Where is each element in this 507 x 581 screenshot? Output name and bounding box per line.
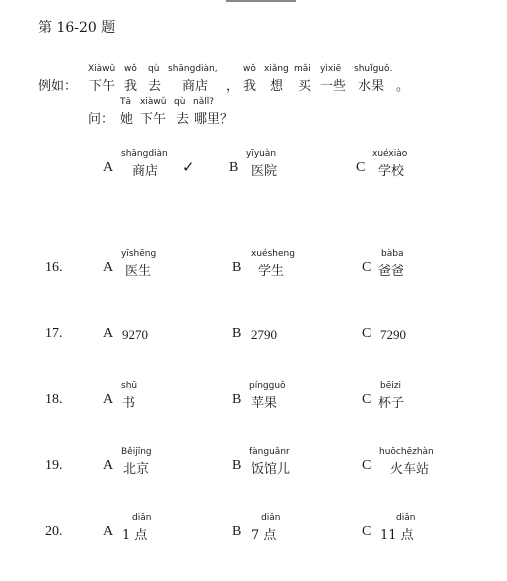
example-hanzi-4: ， [226, 79, 240, 94]
q16-option-a-pinyin: yīshēng [121, 249, 157, 259]
q16-option-b-letter: B [232, 260, 242, 275]
question-hanzi-0: 她 [120, 112, 134, 127]
example-hanzi-3: 商店 [182, 79, 209, 94]
q19-option-c-text: 火车站 [390, 462, 430, 477]
q19-option-a-letter: A [103, 458, 114, 473]
q19-option-b-text: 饭馆儿 [251, 462, 291, 477]
example-option-a-pinyin: shāngdiàn [121, 149, 168, 159]
q20-option-a-text: 1 点 [122, 528, 148, 543]
q19-option-a-pinyin: Běijīng [121, 447, 152, 457]
example-option-c-text: 学校 [378, 164, 405, 179]
q20-option-c-letter: C [362, 524, 372, 539]
example-label: 例如： [38, 79, 78, 94]
question-pinyin-2: qù [174, 97, 186, 107]
q18-option-b-letter: B [232, 392, 242, 407]
q16-option-b-text: 学生 [258, 264, 285, 279]
example-hanzi-8: 一些 [320, 79, 347, 94]
example-option-c-letter: C [356, 160, 366, 175]
example-pinyin-0: Xiàwǔ [88, 64, 116, 74]
q16-option-c-pinyin: bàba [381, 249, 404, 259]
example-hanzi-2: 去 [148, 79, 162, 94]
q17-option-c-letter: C [362, 326, 372, 341]
q17-option-a-text: 9270 [122, 327, 148, 342]
q16-option-b-pinyin: xuésheng [251, 249, 295, 259]
question-label: 问： [88, 112, 115, 127]
example-pinyin-4: wǒ [243, 64, 256, 74]
example-pinyin-2: qù [148, 64, 160, 74]
example-pinyin-3: shāngdiàn, [168, 64, 218, 74]
q18-option-c-pinyin: bēizi [380, 381, 401, 391]
example-option-b-letter: B [229, 160, 239, 175]
q18-option-a-letter: A [103, 392, 114, 407]
q18-option-c-letter: C [362, 392, 372, 407]
question-number-16: 16. [45, 260, 63, 275]
q19-option-b-pinyin: fànguǎnr [249, 447, 290, 457]
example-hanzi-9: 水果 [358, 79, 385, 94]
example-option-a-text: 商店 [132, 164, 159, 179]
question-pinyin-3: nǎlǐ? [193, 97, 214, 107]
q18-option-c-text: 杯子 [378, 396, 405, 411]
q20-option-b-text: 7 点 [251, 528, 277, 543]
check-mark: ✓ [182, 158, 195, 176]
example-pinyin-5: xiǎng [264, 64, 289, 74]
example-hanzi-1: 我 [124, 79, 138, 94]
example-hanzi-10: 。 [396, 79, 410, 94]
q18-option-a-pinyin: shū [121, 381, 138, 391]
example-hanzi-5: 我 [243, 79, 257, 94]
q16-option-a-letter: A [103, 260, 114, 275]
q20-option-b-letter: B [232, 524, 242, 539]
example-hanzi-7: 买 [298, 79, 312, 94]
example-option-b-pinyin: yīyuàn [246, 149, 277, 159]
q20-option-a-letter: A [103, 524, 114, 539]
question-pinyin-1: xiàwǔ [140, 97, 167, 107]
question-number-19: 19. [45, 458, 63, 473]
question-hanzi-2: 去 [176, 112, 190, 127]
question-number-17: 17. [45, 326, 63, 341]
question-number-18: 18. [45, 392, 63, 407]
q20-option-c-pinyin: diǎn [396, 513, 416, 523]
question-hanzi-1: 下午 [140, 112, 167, 127]
q16-option-c-letter: C [362, 260, 372, 275]
q17-option-b-letter: B [232, 326, 242, 341]
example-pinyin-7: yìxiē [320, 64, 342, 74]
question-number-20: 20. [45, 524, 63, 539]
example-hanzi-0: 下午 [89, 79, 116, 94]
question-hanzi-3: 哪里？ [194, 112, 234, 127]
q20-option-c-text: 11 点 [380, 528, 414, 543]
example-option-a-letter: A [103, 160, 114, 175]
example-hanzi-6: 想 [270, 79, 284, 94]
q19-option-c-letter: C [362, 458, 372, 473]
q18-option-b-pinyin: píngguǒ [249, 381, 286, 391]
example-pinyin-8: shuǐguǒ. [354, 64, 393, 74]
question-pinyin-0: Tā [120, 97, 132, 107]
example-pinyin-1: wǒ [124, 64, 137, 74]
example-option-c-pinyin: xuéxiào [372, 149, 408, 159]
q18-option-b-text: 苹果 [251, 396, 278, 411]
q16-option-a-text: 医生 [125, 264, 152, 279]
q19-option-b-letter: B [232, 458, 242, 473]
top-edge-fragment [226, 0, 296, 2]
q18-option-a-text: 书 [122, 396, 136, 411]
q17-option-c-text: 7290 [380, 327, 406, 342]
example-option-b-text: 医院 [251, 164, 278, 179]
q20-option-a-pinyin: diǎn [132, 513, 152, 523]
q19-option-a-text: 北京 [123, 462, 150, 477]
q17-option-a-letter: A [103, 326, 114, 341]
q20-option-b-pinyin: diǎn [261, 513, 281, 523]
section-title: 第 16-20 题 [38, 20, 116, 36]
q16-option-c-text: 爸爸 [378, 264, 405, 279]
q17-option-b-text: 2790 [251, 327, 277, 342]
q19-option-c-pinyin: huǒchēzhàn [379, 447, 434, 457]
example-pinyin-6: mǎi [294, 64, 311, 74]
